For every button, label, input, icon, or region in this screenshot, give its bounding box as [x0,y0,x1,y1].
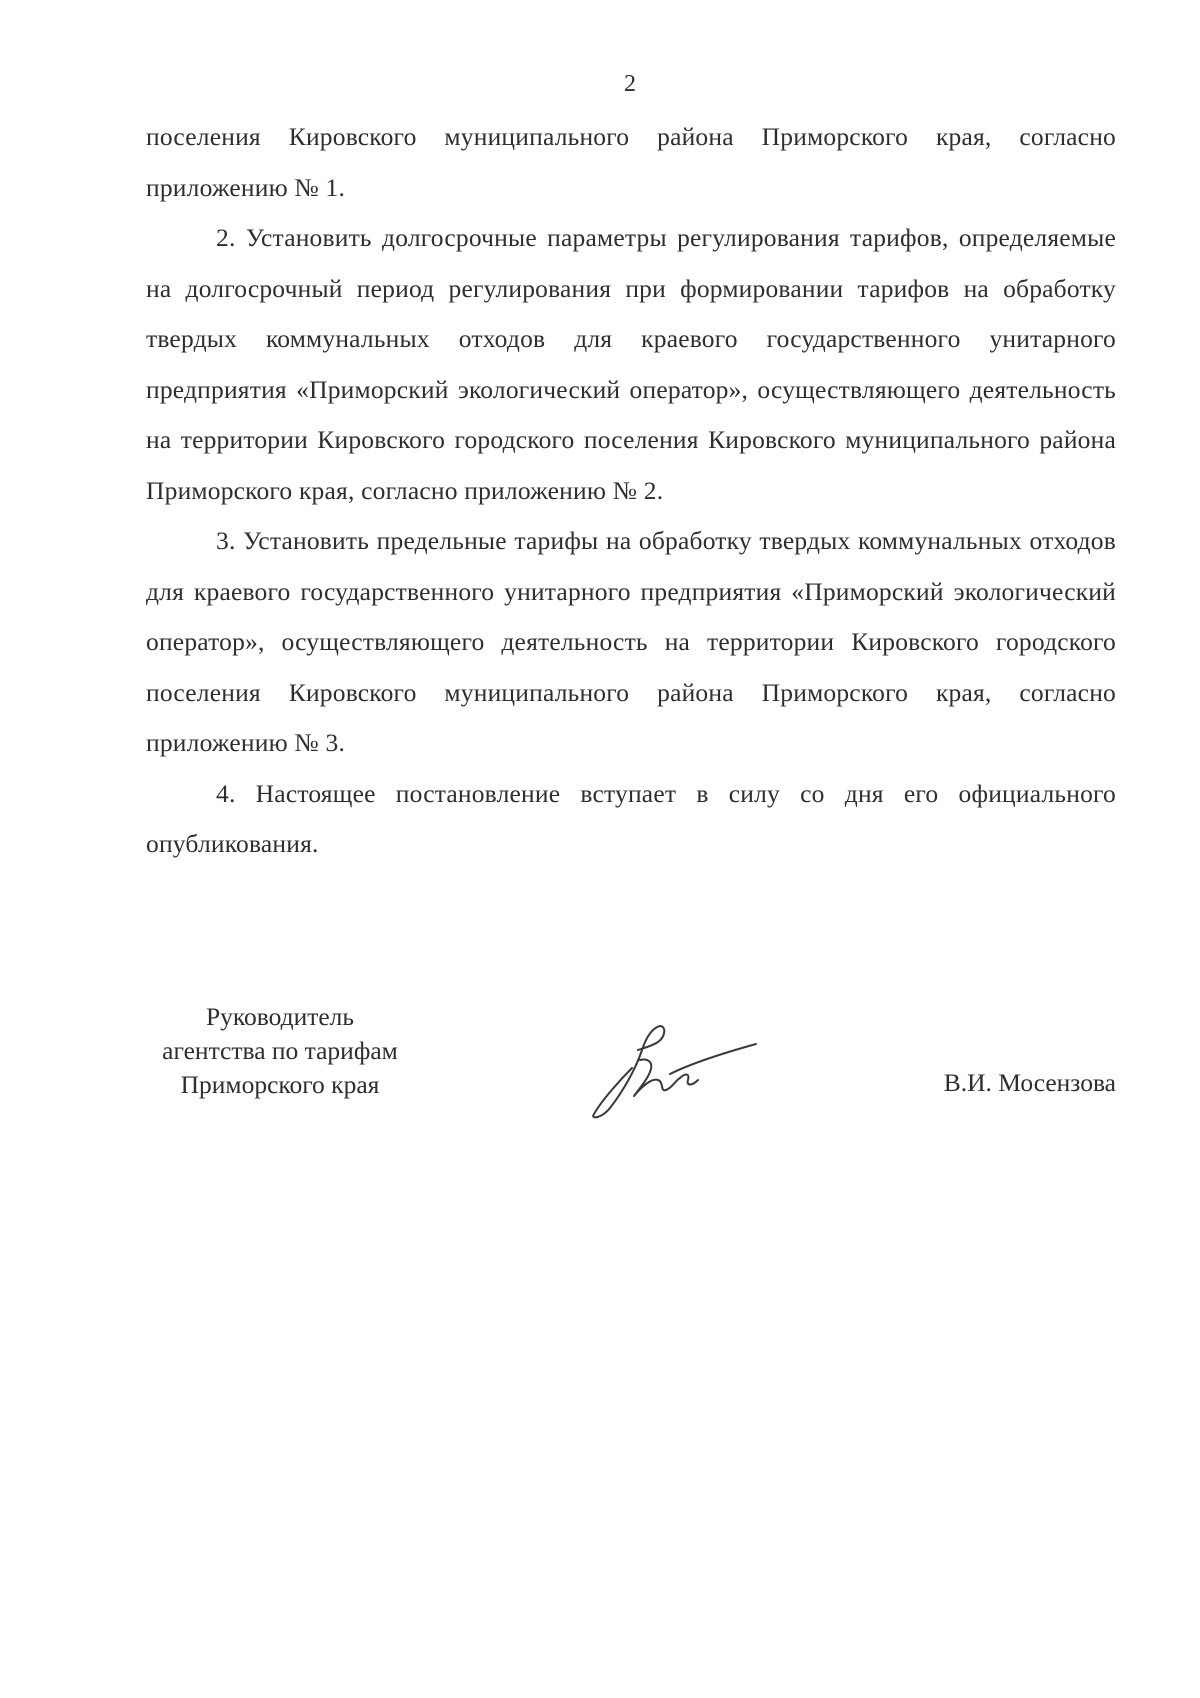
handwritten-signature [580,1020,760,1120]
signatory-name: В.И. Мосензова [943,1068,1116,1097]
paragraph-item-4: 4. Настоящее постановление вступает в силу со дня его официального опубликования. [146,778,1116,858]
signatory-position [130,1000,430,1102]
signatory-position-line: Руководитель [205,1002,355,1031]
paragraph-continuation: поселения Кировского муниципального района Приморского края, согласно приложению № 1. [146,122,1116,202]
page-number: 2 [624,71,636,97]
paragraph-item-3: 3. Установить предельные тарифы на обработку твердых коммунальных отходов для краевого государственного унитарного предприятия «Приморский экологический оператор», осуществляющего деятельность на территории Кировского городского поселения Кировского муниципального района Приморского края, согласно приложению № 3. [146,526,1116,757]
paragraph-item-2: 2. Установить долгосрочные параметры регулирования тарифов, определяемые на долгосрочный период регулирования при формировании тарифов на обработку твердых коммунальных отходов для краевого государственного унитарного предприятия «Приморский экологический оператор», осуществляющего деятельность на территории Кировского городского поселения Кировского муниципального района Приморского края, согласно приложению № 2. [146,223,1116,505]
document-body [146,112,1116,870]
signatory-position-line: Приморского края [180,1070,380,1099]
signatory-position-line: агентства по тарифам [162,1036,398,1065]
